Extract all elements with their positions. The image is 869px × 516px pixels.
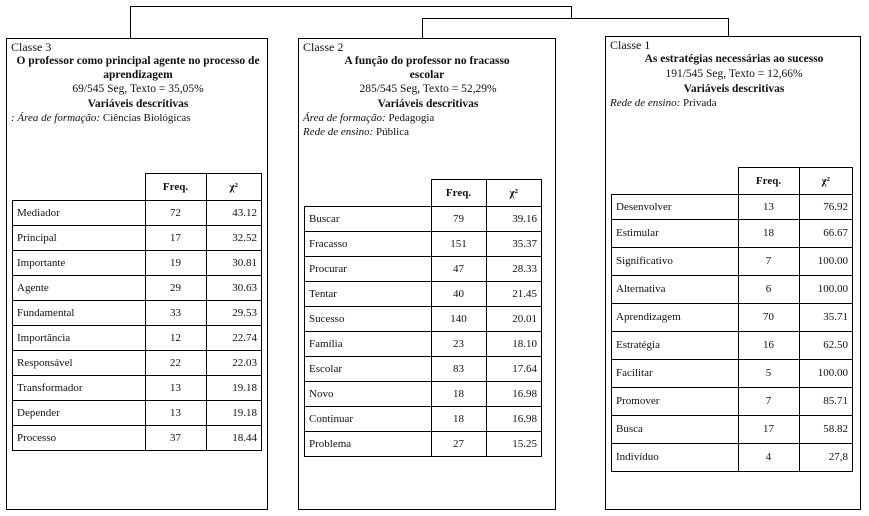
freq-cell: 79 [431, 207, 486, 232]
freq-cell: 16 [738, 331, 799, 359]
word-cell: Alternativa [612, 275, 739, 303]
class-title: O professor como principal agente no processo de aprendizagem [16, 55, 260, 81]
chi-cell: 43.12 [206, 201, 262, 226]
variable-line [610, 96, 717, 110]
freq-cell: 140 [431, 307, 486, 332]
freq-cell: 13 [145, 401, 206, 426]
chi-cell: 22.03 [206, 351, 262, 376]
freq-cell: 18 [431, 382, 486, 407]
chi-cell: 28.33 [486, 257, 542, 282]
chi-cell: 15.25 [486, 432, 542, 457]
class-segments: 285/545 Seg, Texto = 52,29% [359, 83, 497, 95]
freq-cell: 37 [145, 426, 206, 451]
word-cell: Agente [13, 276, 146, 301]
table-row [13, 276, 262, 301]
freq-header: Freq. [738, 168, 799, 195]
table-row [13, 376, 262, 401]
table-row [612, 219, 853, 247]
word-cell: Busca [612, 415, 739, 443]
table-row [612, 331, 853, 359]
freq-cell: 4 [738, 443, 799, 471]
variable-line [303, 125, 409, 139]
table-row [305, 332, 542, 357]
freq-cell: 18 [431, 407, 486, 432]
frequency-table [611, 167, 853, 472]
chi-header: χ² [206, 174, 262, 201]
variable-value: Ciências Biológicas [102, 112, 191, 124]
class-title: As estratégias necessárias ao sucesso [644, 53, 824, 65]
word-cell: Importante [13, 251, 146, 276]
chi-cell: 19.18 [206, 376, 262, 401]
frequency-table [304, 179, 542, 457]
freq-cell: 72 [145, 201, 206, 226]
table-row [305, 282, 542, 307]
dendrogram-top-bar [130, 6, 572, 7]
variables-heading: Variáveis descritivas [87, 98, 189, 110]
chi-cell: 39.16 [486, 207, 542, 232]
freq-cell: 22 [145, 351, 206, 376]
freq-cell: 33 [145, 301, 206, 326]
word-cell: Aprendizagem [612, 303, 739, 331]
chi-cell: 62.50 [799, 331, 853, 359]
chi-cell: 30.63 [206, 276, 262, 301]
word-cell: Buscar [305, 207, 432, 232]
freq-cell: 7 [738, 247, 799, 275]
frequency-table [12, 173, 262, 451]
word-cell: Continuar [305, 407, 432, 432]
chi-header: χ² [799, 168, 853, 195]
dendrogram-inner-left-drop [422, 18, 423, 38]
freq-header: Freq. [431, 180, 486, 207]
table-row [13, 351, 262, 376]
chi-cell: 18.10 [486, 332, 542, 357]
freq-cell: 29 [145, 276, 206, 301]
dendrogram-inner-bar [422, 18, 729, 19]
word-cell: Fracasso [305, 232, 432, 257]
variables-heading: Variáveis descritivas [683, 83, 785, 95]
chi-cell: 30.81 [206, 251, 262, 276]
word-cell: Tentar [305, 282, 432, 307]
word-cell: Promover [612, 387, 739, 415]
word-cell: Escolar [305, 357, 432, 382]
chi-cell: 21.45 [486, 282, 542, 307]
chi-cell: 58.82 [799, 415, 853, 443]
variable-value: Pedagogia [388, 112, 435, 124]
table-row [612, 275, 853, 303]
table-row [13, 251, 262, 276]
chi-cell: 35.71 [799, 303, 853, 331]
chi-cell: 100.00 [799, 359, 853, 387]
word-cell: Estratégia [612, 331, 739, 359]
variable-key: Área de formação: [303, 112, 386, 124]
chi-cell: 32.52 [206, 226, 262, 251]
variable-key: Rede de ensino: [303, 126, 374, 138]
word-cell: Estimular [612, 219, 739, 247]
variable-value: Privada [683, 97, 717, 109]
word-cell: Sucesso [305, 307, 432, 332]
word-cell: Desenvolver [612, 194, 739, 219]
variable-value: Pública [376, 126, 409, 138]
freq-cell: 18 [738, 219, 799, 247]
table-row [305, 407, 542, 432]
freq-cell: 151 [431, 232, 486, 257]
table-row [305, 207, 542, 232]
table-row [13, 326, 262, 351]
table-header-row [612, 168, 853, 195]
chi-cell: 18.44 [206, 426, 262, 451]
table-row [612, 387, 853, 415]
word-cell: Indivíduo [612, 443, 739, 471]
word-cell: Problema [305, 432, 432, 457]
table-row [612, 443, 853, 471]
freq-header: Freq. [145, 174, 206, 201]
table-row [612, 194, 853, 219]
table-row [612, 303, 853, 331]
table-row [13, 426, 262, 451]
freq-cell: 17 [145, 226, 206, 251]
freq-cell: 12 [145, 326, 206, 351]
class-label: Classe 2 [303, 40, 344, 54]
freq-cell: 27 [431, 432, 486, 457]
word-cell: Família [305, 332, 432, 357]
chi-cell: 100.00 [799, 247, 853, 275]
freq-cell: 19 [145, 251, 206, 276]
table-row [305, 382, 542, 407]
chi-cell: 22.74 [206, 326, 262, 351]
word-cell: Novo [305, 382, 432, 407]
table-header-row [13, 174, 262, 201]
chi-cell: 20.01 [486, 307, 542, 332]
chi-cell: 85.71 [799, 387, 853, 415]
table-row [612, 415, 853, 443]
table-row [13, 401, 262, 426]
chi-cell: 66.67 [799, 219, 853, 247]
freq-cell: 13 [145, 376, 206, 401]
table-row [13, 226, 262, 251]
table-row [612, 247, 853, 275]
variable-key: : Área de formação: [11, 112, 101, 124]
word-cell: Significativo [612, 247, 739, 275]
class-box-2 [298, 38, 556, 510]
freq-cell: 40 [431, 282, 486, 307]
word-cell: Depender [13, 401, 146, 426]
dendrogram-right-drop [571, 6, 572, 18]
table-row [13, 201, 262, 226]
freq-cell: 5 [738, 359, 799, 387]
class-title: A função do professor no fracasso escolar [344, 55, 510, 81]
variables-heading: Variáveis descritivas [377, 98, 479, 110]
chi-cell: 19.18 [206, 401, 262, 426]
class-label: Classe 1 [610, 38, 651, 52]
table-row [305, 357, 542, 382]
word-cell: Transformador [13, 376, 146, 401]
chi-cell: 16.98 [486, 382, 542, 407]
word-cell: Principal [13, 226, 146, 251]
word-cell: Responsável [13, 351, 146, 376]
chi-cell: 76.92 [799, 194, 853, 219]
word-cell: Importância [13, 326, 146, 351]
chi-cell: 29.53 [206, 301, 262, 326]
word-cell: Fundamental [13, 301, 146, 326]
class-box-1 [605, 36, 861, 510]
table-row [305, 307, 542, 332]
freq-cell: 17 [738, 415, 799, 443]
table-row [305, 232, 542, 257]
variable-key: Rede de ensino: [610, 97, 681, 109]
class-label: Classe 3 [11, 40, 52, 54]
word-cell: Processo [13, 426, 146, 451]
word-cell: Procurar [305, 257, 432, 282]
freq-cell: 13 [738, 194, 799, 219]
table-row [305, 257, 542, 282]
freq-cell: 70 [738, 303, 799, 331]
class-segments: 69/545 Seg, Texto = 35,05% [72, 83, 204, 95]
class-segments: 191/545 Seg, Texto = 12,66% [665, 68, 803, 80]
chi-cell: 27,8 [799, 443, 853, 471]
class-box-3 [6, 38, 268, 510]
dendrogram-left-drop [130, 6, 131, 38]
freq-cell: 7 [738, 387, 799, 415]
word-cell: Mediador [13, 201, 146, 226]
freq-cell: 23 [431, 332, 486, 357]
table-header-row [305, 180, 542, 207]
variable-line [303, 111, 434, 125]
freq-cell: 47 [431, 257, 486, 282]
dendrogram-inner-right-drop [728, 18, 729, 36]
chi-cell: 16.98 [486, 407, 542, 432]
chi-cell: 35.37 [486, 232, 542, 257]
chi-header: χ² [486, 180, 542, 207]
table-row [305, 432, 542, 457]
variable-line [11, 111, 191, 125]
freq-cell: 6 [738, 275, 799, 303]
chi-cell: 100.00 [799, 275, 853, 303]
chi-cell: 17.64 [486, 357, 542, 382]
table-row [612, 359, 853, 387]
table-row [13, 301, 262, 326]
freq-cell: 83 [431, 357, 486, 382]
word-cell: Facilitar [612, 359, 739, 387]
